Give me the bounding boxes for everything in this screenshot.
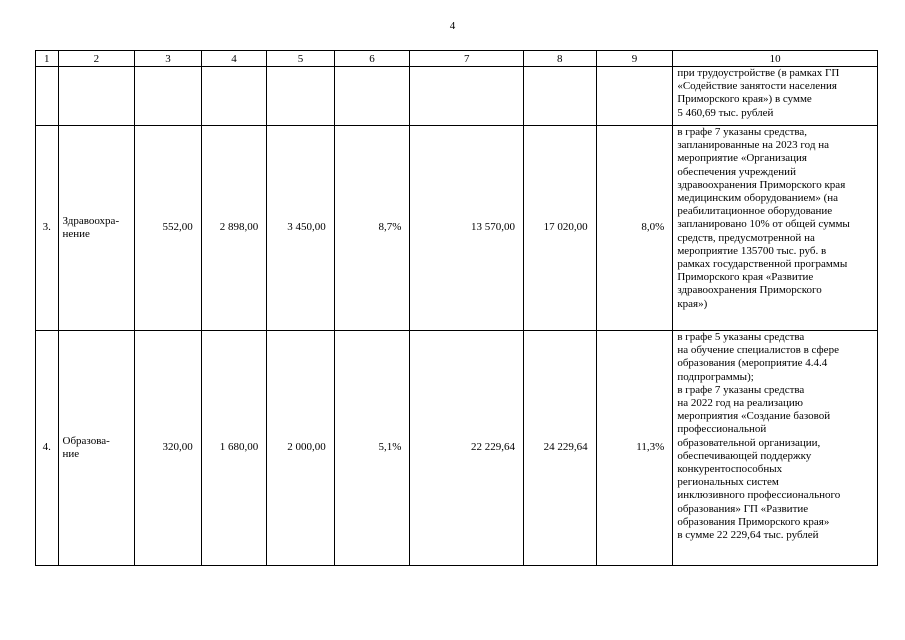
- note-cell: [673, 126, 878, 331]
- note-line: рамках государственной программы: [677, 258, 848, 271]
- note-line: при трудоустройстве (в рамках ГП: [677, 67, 840, 79]
- note-line: мероприятие «Организация: [677, 152, 807, 165]
- column-number: 5: [267, 51, 335, 67]
- value-col-9: 8,0%: [596, 126, 673, 331]
- note-line: Приморского края») в сумме: [677, 93, 812, 106]
- note-line: реабилитационное оборудование: [677, 205, 833, 218]
- table-row: [36, 126, 878, 331]
- value-col-3: 320,00: [135, 331, 202, 566]
- value-col-5: 3 450,00: [267, 126, 335, 331]
- note-line: образования» ГП «Развитие: [677, 502, 809, 515]
- note-line: обеспечивающей поддержку: [677, 449, 812, 462]
- value-col-8: 17 020,00: [523, 126, 596, 331]
- note-line: Приморского края «Развитие: [677, 271, 814, 284]
- note-line: мероприятие 135700 тыс. руб. в: [677, 244, 827, 257]
- value-col-6: 8,7%: [334, 126, 410, 331]
- value-col-9: 11,3%: [596, 331, 673, 566]
- column-number: 7: [410, 51, 524, 67]
- sector-name: Здравоохра- нение: [58, 126, 135, 331]
- row-number: 4.: [36, 331, 59, 566]
- column-number: 10: [673, 51, 878, 67]
- note-line: обеспечения учреждений: [677, 165, 796, 178]
- value-col-6: 5,1%: [334, 331, 410, 566]
- note-line: подпрограммы);: [677, 370, 754, 383]
- column-number: 3: [135, 51, 202, 67]
- value-col-7: 22 229,64: [410, 331, 524, 566]
- note-line: на 2022 год на реализацию: [677, 397, 803, 410]
- note-line: в сумме 22 229,64 тыс. рублей: [677, 529, 819, 542]
- column-number: 9: [596, 51, 673, 67]
- column-number: 1: [36, 51, 59, 67]
- column-number: 2: [58, 51, 135, 67]
- note-line: средств, предусмотренной на: [677, 231, 815, 244]
- column-number: 8: [523, 51, 596, 67]
- budget-table: [35, 50, 878, 566]
- note-line: на обучение специалистов в сфере: [677, 344, 839, 357]
- value-col-4: 1 680,00: [201, 331, 266, 566]
- note-line: образования (мероприятие 4.4.4: [677, 357, 828, 370]
- value-col-8: 24 229,64: [523, 331, 596, 566]
- note-cell: [673, 331, 878, 566]
- note-line: медицинским оборудованием» (на: [677, 192, 839, 205]
- table-row-continuation: [36, 67, 878, 126]
- column-number: 6: [334, 51, 410, 67]
- note-line: 5 460,69 тыс. рублей: [677, 106, 774, 119]
- table-row: [36, 331, 878, 566]
- note-line: в графе 5 указаны средства: [677, 331, 805, 343]
- note-line: здравоохранения Приморского: [677, 284, 822, 297]
- value-col-7: 13 570,00: [410, 126, 524, 331]
- note-line: «Содействие занятости населения: [677, 80, 837, 93]
- note-line: в графе 7 указаны средства: [677, 383, 805, 396]
- note-line: профессиональной: [677, 423, 767, 436]
- page-number: 4: [449, 20, 456, 32]
- column-number: 4: [201, 51, 266, 67]
- note-line: конкурентоспособных: [677, 463, 783, 476]
- sector-name: Образова- ние: [58, 331, 135, 566]
- note-line: запланированные на 2023 год на: [677, 139, 829, 152]
- column-number-row: [36, 51, 878, 67]
- note-line: инклюзивного профессионального: [677, 489, 841, 502]
- note-line: образования Приморского края»: [677, 515, 830, 528]
- value-col-4: 2 898,00: [201, 126, 266, 331]
- note-line: региональных систем: [677, 476, 779, 489]
- value-col-5: 2 000,00: [267, 331, 335, 566]
- note-line: образовательной организации,: [677, 436, 821, 449]
- note-line: мероприятия «Создание базовой: [677, 410, 831, 423]
- note-line: края»): [677, 297, 708, 310]
- value-col-3: 552,00: [135, 126, 202, 331]
- note-line: в графе 7 указаны средства,: [677, 126, 808, 138]
- note-line: запланировано 10% от общей суммы: [677, 218, 850, 231]
- note-cell: [673, 67, 878, 126]
- row-number: 3.: [36, 126, 59, 331]
- note-line: здравоохранения Приморского края: [677, 178, 846, 191]
